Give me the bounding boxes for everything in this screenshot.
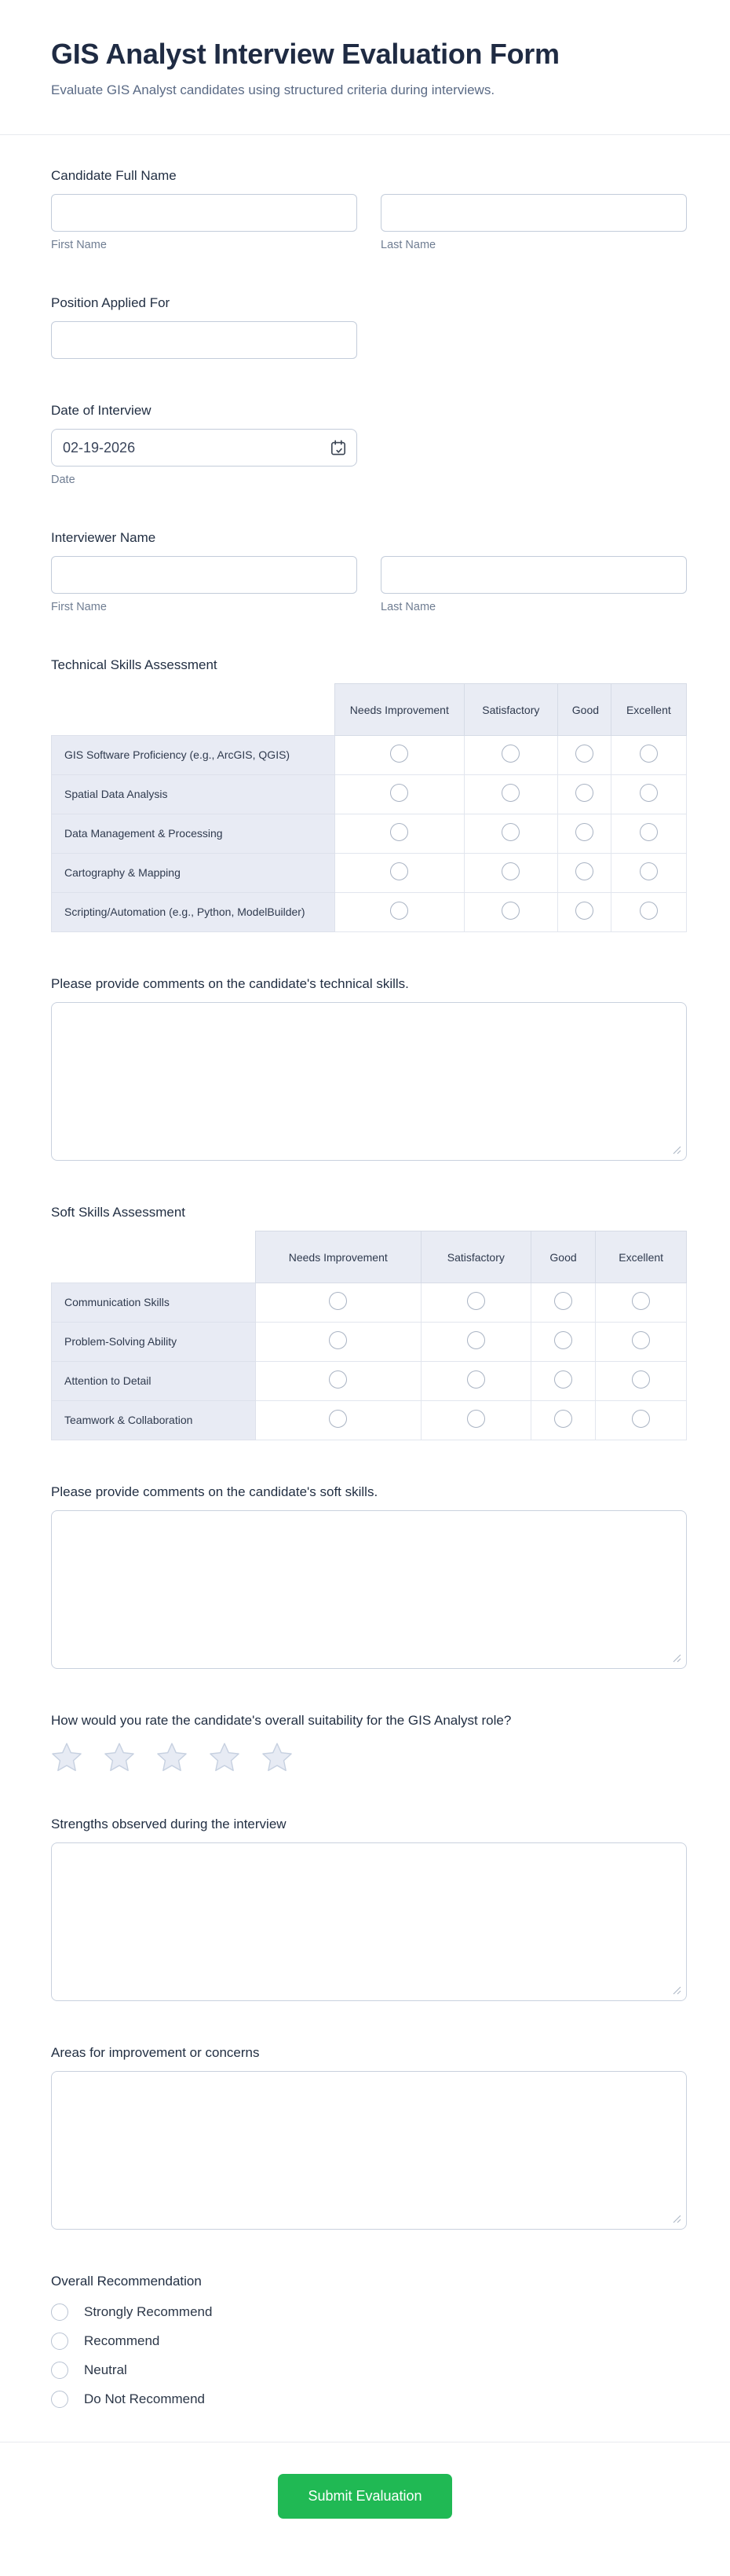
field-technical-skills-matrix — [51, 657, 687, 932]
interviewer-name-label: Interviewer Name — [51, 530, 156, 546]
recommendation-option[interactable] — [51, 2297, 687, 2326]
matrix-cell — [334, 736, 464, 775]
technical-comments-textarea[interactable] — [51, 1002, 687, 1161]
matrix-cell — [464, 814, 557, 854]
matrix-cell — [334, 893, 464, 932]
matrix-column-header: Satisfactory — [421, 1231, 531, 1283]
candidate-last-name-input[interactable] — [381, 194, 687, 232]
matrix-radio[interactable] — [329, 1370, 347, 1389]
matrix-column-header: Excellent — [596, 1231, 687, 1283]
matrix-row-label: GIS Software Proficiency (e.g., ArcGIS, QGIS) — [52, 736, 335, 775]
resize-handle-icon[interactable] — [673, 1146, 681, 1154]
resize-handle-icon[interactable] — [673, 2215, 681, 2223]
matrix-column-header: Good — [531, 1231, 596, 1283]
matrix-cell — [596, 1362, 687, 1401]
matrix-radio[interactable] — [640, 902, 658, 920]
interviewer-first-name-input[interactable] — [51, 556, 357, 594]
matrix-row-label: Spatial Data Analysis — [52, 775, 335, 814]
matrix-radio[interactable] — [502, 862, 520, 880]
matrix-cell — [611, 893, 686, 932]
matrix-radio[interactable] — [632, 1410, 650, 1428]
matrix-radio[interactable] — [554, 1292, 572, 1310]
matrix-cell — [421, 1323, 531, 1362]
field-overall-suitability-rating — [51, 1713, 687, 1773]
radio-option-label: Strongly Recommend — [84, 2303, 213, 2319]
matrix-radio[interactable] — [502, 784, 520, 802]
matrix-cell — [531, 1283, 596, 1323]
form-footer — [0, 2442, 730, 2558]
recommendation-label: Overall Recommendation — [51, 2274, 202, 2289]
matrix-row-label: Scripting/Automation (e.g., Python, ModelBuilder) — [52, 893, 335, 932]
field-position-applied-for — [51, 295, 687, 359]
radio-icon[interactable] — [51, 2362, 68, 2379]
matrix-cell — [255, 1401, 421, 1440]
matrix-cell — [334, 775, 464, 814]
soft-comments-label: Please provide comments on the candidate's soft skills. — [51, 1484, 378, 1500]
matrix-radio[interactable] — [575, 862, 593, 880]
soft-skills-label: Soft Skills Assessment — [51, 1205, 186, 1220]
matrix-cell — [255, 1323, 421, 1362]
matrix-cell — [464, 736, 557, 775]
matrix-row — [52, 1401, 687, 1440]
matrix-row — [52, 1283, 687, 1323]
matrix-radio[interactable] — [640, 745, 658, 763]
matrix-radio[interactable] — [502, 823, 520, 841]
candidate-name-label: Candidate Full Name — [51, 168, 177, 184]
page-subtitle: Evaluate GIS Analyst candidates using structured criteria during interviews. — [51, 82, 495, 98]
form-header — [0, 0, 730, 135]
matrix-radio[interactable] — [502, 745, 520, 763]
matrix-row — [52, 1362, 687, 1401]
field-date-of-interview — [51, 403, 687, 486]
field-technical-comments — [51, 976, 687, 1161]
page-title: GIS Analyst Interview Evaluation Form — [51, 38, 560, 70]
matrix-cell — [464, 893, 557, 932]
rating-question-label: How would you rate the candidate's overall suitability for the GIS Analyst role? — [51, 1713, 512, 1729]
matrix-radio[interactable] — [632, 1331, 650, 1349]
matrix-radio[interactable] — [390, 745, 408, 763]
matrix-cell — [596, 1401, 687, 1440]
matrix-radio[interactable] — [640, 823, 658, 841]
matrix-radio[interactable] — [575, 784, 593, 802]
matrix-cell — [531, 1362, 596, 1401]
date-input[interactable] — [51, 429, 357, 467]
matrix-radio[interactable] — [329, 1331, 347, 1349]
matrix-column-header: Needs Improvement — [334, 684, 464, 736]
matrix-row-label: Data Management & Processing — [52, 814, 335, 854]
resize-handle-icon[interactable] — [673, 1986, 681, 1995]
star-icon[interactable] — [51, 1741, 82, 1773]
matrix-cell — [421, 1401, 531, 1440]
matrix-row — [52, 736, 687, 775]
matrix-radio[interactable] — [390, 823, 408, 841]
matrix-row — [52, 775, 687, 814]
matrix-cell — [557, 814, 611, 854]
matrix-row-label: Cartography & Mapping — [52, 854, 335, 893]
matrix-cell — [611, 854, 686, 893]
radio-icon[interactable] — [51, 2333, 68, 2350]
matrix-cell — [596, 1323, 687, 1362]
matrix-column-header: Good — [557, 684, 611, 736]
technical-comments-label: Please provide comments on the candidate's technical skills. — [51, 976, 409, 992]
matrix-cell — [611, 814, 686, 854]
star-rating — [51, 1741, 687, 1773]
matrix-radio[interactable] — [467, 1292, 485, 1310]
star-icon[interactable] — [261, 1741, 293, 1773]
field-soft-skills-matrix — [51, 1205, 687, 1440]
matrix-row — [52, 814, 687, 854]
matrix-radio[interactable] — [467, 1331, 485, 1349]
technical-skills-table — [51, 683, 687, 932]
calendar-icon[interactable] — [330, 439, 347, 456]
radio-icon[interactable] — [51, 2303, 68, 2321]
candidate-first-name-input[interactable] — [51, 194, 357, 232]
matrix-cell — [557, 854, 611, 893]
radio-option-label: Recommend — [84, 2333, 160, 2348]
matrix-row-label: Communication Skills — [52, 1283, 256, 1323]
star-icon[interactable] — [104, 1741, 135, 1773]
matrix-cell — [255, 1362, 421, 1401]
matrix-radio[interactable] — [467, 1370, 485, 1389]
field-strengths — [51, 1817, 687, 2001]
matrix-cell — [334, 814, 464, 854]
recommendation-option[interactable] — [51, 2326, 687, 2355]
matrix-radio[interactable] — [632, 1370, 650, 1389]
matrix-radio[interactable] — [554, 1370, 572, 1389]
date-label: Date of Interview — [51, 403, 151, 419]
matrix-radio[interactable] — [502, 902, 520, 920]
field-areas-for-improvement — [51, 2045, 687, 2230]
matrix-cell — [557, 775, 611, 814]
matrix-cell — [611, 775, 686, 814]
position-label: Position Applied For — [51, 295, 170, 311]
matrix-column-header: Excellent — [611, 684, 686, 736]
radio-option-label: Do Not Recommend — [84, 2391, 206, 2406]
matrix-column-header: Satisfactory — [464, 684, 557, 736]
radio-icon[interactable] — [51, 2391, 68, 2408]
matrix-radio[interactable] — [329, 1292, 347, 1310]
first-name-sublabel: First Name — [51, 239, 107, 252]
soft-comments-textarea[interactable] — [51, 1510, 687, 1669]
field-interviewer-name — [51, 530, 687, 613]
matrix-radio[interactable] — [575, 745, 593, 763]
matrix-row — [52, 893, 687, 932]
matrix-radio[interactable] — [640, 784, 658, 802]
recommendation-option[interactable] — [51, 2384, 687, 2413]
date-sublabel: Date — [51, 474, 75, 487]
recommendation-option[interactable] — [51, 2355, 687, 2384]
matrix-cell — [531, 1323, 596, 1362]
matrix-radio[interactable] — [640, 862, 658, 880]
matrix-radio[interactable] — [575, 902, 593, 920]
matrix-corner-cell — [52, 1231, 256, 1283]
matrix-cell — [421, 1283, 531, 1323]
matrix-row-label: Attention to Detail — [52, 1362, 256, 1401]
matrix-radio[interactable] — [329, 1410, 347, 1428]
field-overall-recommendation — [51, 2274, 687, 2413]
matrix-column-header: Needs Improvement — [255, 1231, 421, 1283]
star-icon[interactable] — [209, 1741, 240, 1773]
matrix-radio[interactable] — [575, 823, 593, 841]
matrix-radio[interactable] — [390, 902, 408, 920]
matrix-cell — [596, 1283, 687, 1323]
matrix-radio[interactable] — [390, 784, 408, 802]
strengths-label: Strengths observed during the interview — [51, 1817, 287, 1832]
matrix-cell — [611, 736, 686, 775]
matrix-cell — [421, 1362, 531, 1401]
matrix-row — [52, 1323, 687, 1362]
matrix-radio[interactable] — [467, 1410, 485, 1428]
matrix-row-label: Problem-Solving Ability — [52, 1323, 256, 1362]
submit-button[interactable]: Submit Evaluation — [278, 2474, 452, 2519]
matrix-cell — [464, 775, 557, 814]
star-icon[interactable] — [156, 1741, 188, 1773]
resize-handle-icon[interactable] — [673, 1654, 681, 1663]
last-name-sublabel: Last Name — [381, 239, 436, 252]
first-name-sublabel: First Name — [51, 601, 107, 614]
matrix-cell — [255, 1283, 421, 1323]
matrix-cell — [557, 736, 611, 775]
matrix-cell — [464, 854, 557, 893]
matrix-cell — [334, 854, 464, 893]
areas-textarea[interactable] — [51, 2071, 687, 2230]
soft-skills-table — [51, 1231, 687, 1440]
interviewer-last-name-input[interactable] — [381, 556, 687, 594]
position-input[interactable] — [51, 321, 357, 359]
matrix-radio[interactable] — [390, 862, 408, 880]
technical-skills-label: Technical Skills Assessment — [51, 657, 217, 673]
matrix-corner-cell — [52, 684, 335, 736]
matrix-row-label: Teamwork & Collaboration — [52, 1401, 256, 1440]
strengths-textarea[interactable] — [51, 1842, 687, 2001]
field-candidate-full-name — [51, 168, 687, 251]
areas-label: Areas for improvement or concerns — [51, 2045, 260, 2061]
matrix-row — [52, 854, 687, 893]
recommendation-options — [51, 2297, 687, 2413]
matrix-cell — [531, 1401, 596, 1440]
matrix-radio[interactable] — [632, 1292, 650, 1310]
last-name-sublabel: Last Name — [381, 601, 436, 614]
matrix-radio[interactable] — [554, 1331, 572, 1349]
field-soft-comments — [51, 1484, 687, 1669]
matrix-radio[interactable] — [554, 1410, 572, 1428]
radio-option-label: Neutral — [84, 2362, 127, 2377]
matrix-cell — [557, 893, 611, 932]
